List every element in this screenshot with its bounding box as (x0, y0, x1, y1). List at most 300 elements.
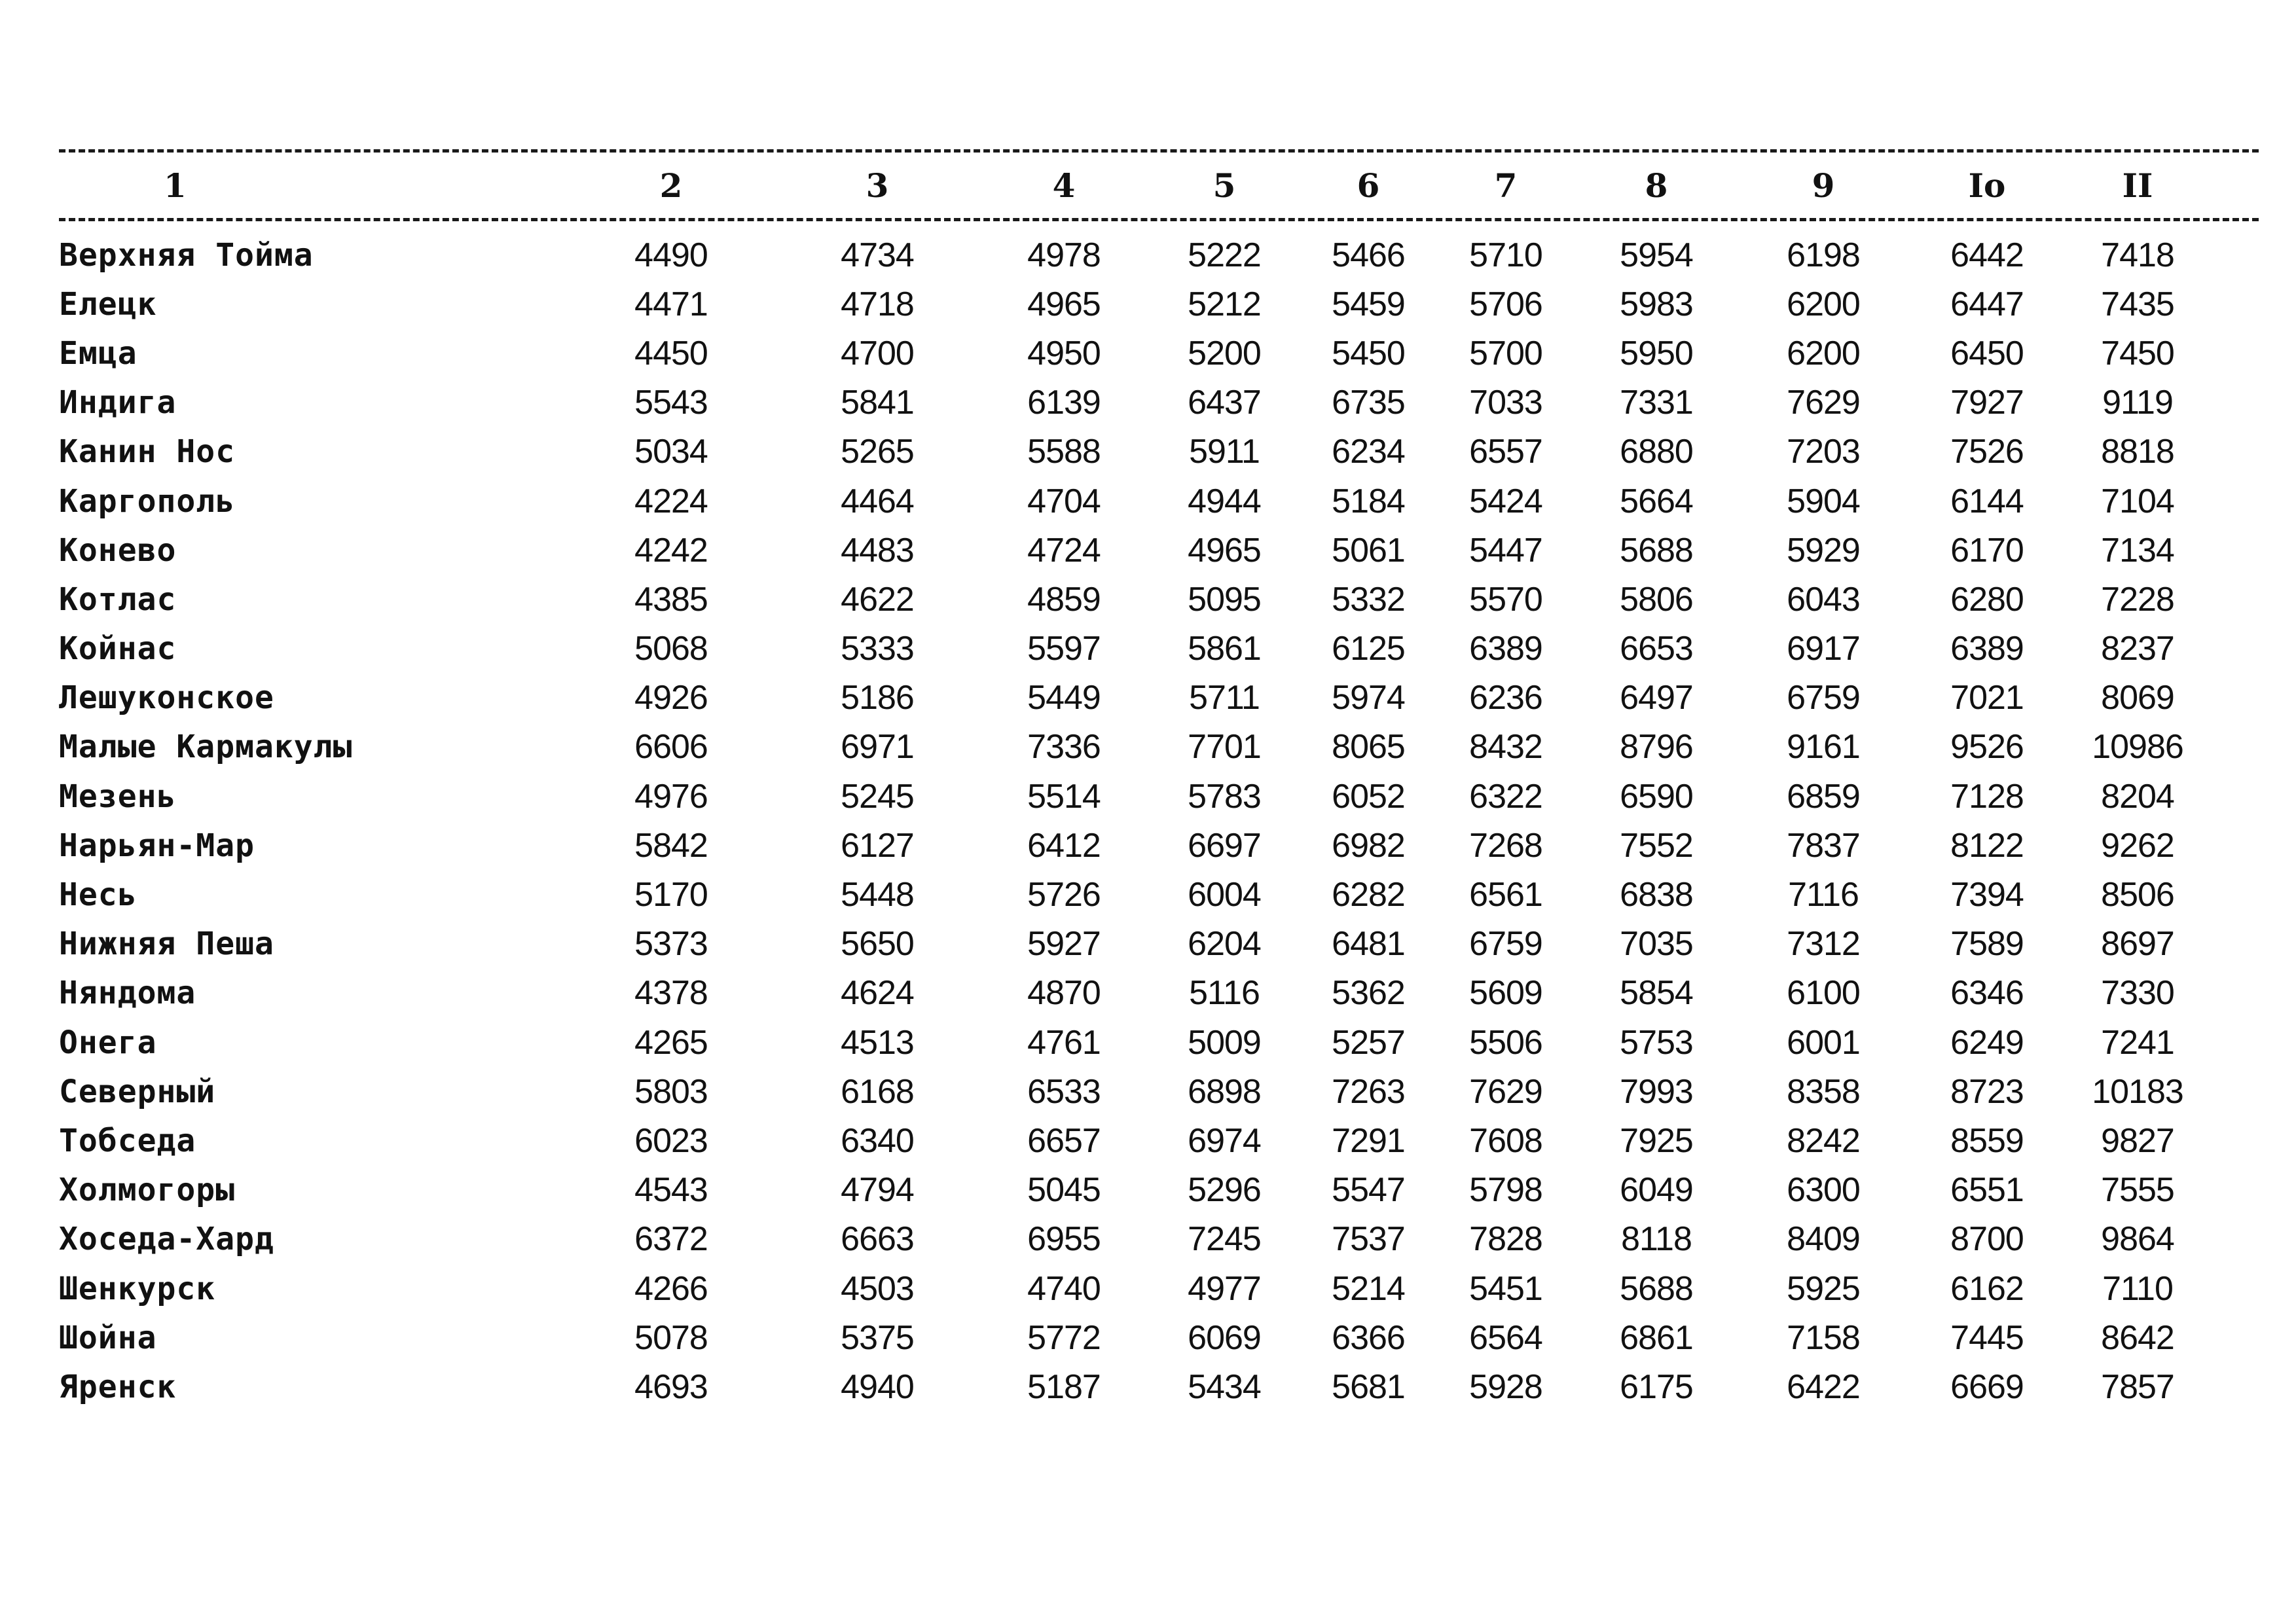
table-cell: 9864 (2101, 1220, 2174, 1259)
table-cell: 6100 (1787, 974, 1860, 1013)
table-cell: 7555 (2101, 1171, 2174, 1210)
table-row (59, 1166, 2259, 1215)
table-cell: 5706 (1469, 285, 1542, 323)
table-cell: 6023 (634, 1121, 708, 1160)
table-cell: 4513 (841, 1023, 914, 1062)
table-row (59, 1215, 2259, 1264)
column-header: Io (1968, 166, 2006, 205)
table-cell: 7394 (1950, 876, 2024, 914)
column-header: 4 (1052, 166, 1076, 205)
table-cell: 6447 (1950, 285, 2024, 323)
table-row (59, 821, 2259, 870)
table-row (59, 624, 2259, 674)
table-cell: 5434 (1188, 1367, 1261, 1406)
table-cell: 6043 (1787, 580, 1860, 619)
station-name: Конево (59, 532, 177, 569)
table-cell: 7336 (1027, 728, 1101, 767)
table-cell: 7331 (1620, 384, 1693, 422)
table-cell: 6170 (1950, 531, 2024, 569)
table-cell: 6955 (1027, 1220, 1101, 1259)
table-cell: 4700 (841, 334, 914, 372)
table-cell: 9161 (1787, 728, 1860, 767)
table-cell: 6653 (1620, 630, 1693, 668)
table-cell: 7925 (1620, 1121, 1693, 1160)
table-cell: 4926 (634, 679, 708, 717)
table-cell: 4704 (1027, 482, 1101, 520)
table-cell: 4944 (1188, 482, 1261, 520)
table-cell: 5609 (1469, 974, 1542, 1013)
table-cell: 6001 (1787, 1023, 1860, 1062)
table-cell: 5928 (1469, 1367, 1542, 1406)
table-body (59, 221, 2259, 1412)
table-row (59, 1264, 2259, 1313)
table-cell: 6880 (1620, 433, 1693, 471)
table-row (59, 1067, 2259, 1116)
table-cell: 5950 (1620, 334, 1693, 372)
table-cell: 7245 (1188, 1220, 1261, 1259)
table-row (59, 477, 2259, 526)
table-cell: 4724 (1027, 531, 1101, 569)
table-cell: 6372 (634, 1220, 708, 1259)
table-cell: 6049 (1620, 1171, 1693, 1210)
table-cell: 6697 (1188, 826, 1261, 865)
station-name: Тобседа (59, 1122, 196, 1159)
table-row (59, 674, 2259, 723)
table-cell: 6859 (1787, 777, 1860, 816)
table-cell: 6052 (1332, 777, 1405, 816)
table-cell: 7268 (1469, 826, 1542, 865)
table-cell: 7629 (1469, 1072, 1542, 1111)
column-header: 9 (1812, 166, 1835, 205)
table-cell: 5506 (1469, 1023, 1542, 1062)
table-cell: 6200 (1787, 285, 1860, 323)
table-cell: 6450 (1950, 334, 2024, 372)
table-cell: 6759 (1469, 925, 1542, 964)
table-cell: 6069 (1188, 1318, 1261, 1357)
table-cell: 6168 (841, 1072, 914, 1111)
table-cell: 6669 (1950, 1367, 2024, 1406)
table-cell: 6346 (1950, 974, 2024, 1013)
table-cell: 5806 (1620, 580, 1693, 619)
table-cell: 6759 (1787, 679, 1860, 717)
table-cell: 6236 (1469, 679, 1542, 717)
table-cell: 4385 (634, 580, 708, 619)
table-cell: 5688 (1620, 531, 1693, 569)
table-row (59, 1313, 2259, 1362)
table-cell: 6437 (1188, 384, 1261, 422)
table-cell: 4471 (634, 285, 708, 323)
station-name: Несь (59, 876, 137, 914)
table-cell: 5911 (1189, 433, 1260, 471)
table-cell: 7537 (1332, 1220, 1405, 1259)
table-cell: 6606 (634, 728, 708, 767)
table-cell: 6204 (1188, 925, 1261, 964)
table-cell: 9262 (2101, 826, 2174, 865)
table-row (59, 526, 2259, 575)
table-cell: 7035 (1620, 925, 1693, 964)
table-cell: 8358 (1787, 1072, 1860, 1111)
table-cell: 5362 (1332, 974, 1405, 1013)
table-cell: 7291 (1332, 1121, 1405, 1160)
table-cell: 5061 (1332, 531, 1405, 569)
column-header: 7 (1494, 166, 1518, 205)
station-name: Яренск (59, 1368, 177, 1405)
table-cell: 5186 (841, 679, 914, 717)
table-cell: 4543 (634, 1171, 708, 1210)
table-cell: 5711 (1189, 679, 1260, 717)
table-cell: 6561 (1469, 876, 1542, 914)
table-cell: 5954 (1620, 236, 1693, 274)
table-cell: 5170 (634, 876, 708, 914)
table-cell: 6282 (1332, 876, 1405, 914)
table-cell: 7629 (1787, 384, 1860, 422)
station-name: Котлас (59, 581, 177, 618)
table-cell: 4978 (1027, 236, 1101, 274)
table-cell: 6657 (1027, 1121, 1101, 1160)
table-cell: 5904 (1787, 482, 1860, 520)
table-cell: 7701 (1188, 728, 1261, 767)
table-cell: 10183 (2092, 1072, 2183, 1111)
table-cell: 6497 (1620, 679, 1693, 717)
table-cell: 6898 (1188, 1072, 1261, 1111)
table-cell: 6422 (1787, 1367, 1860, 1406)
table-cell: 6200 (1787, 334, 1860, 372)
table-cell: 6917 (1787, 630, 1860, 668)
table-cell: 7128 (1950, 777, 2024, 816)
column-header: 5 (1212, 166, 1236, 205)
table-cell: 8069 (2101, 679, 2174, 717)
table-cell: 4740 (1027, 1269, 1101, 1308)
table-cell: 8796 (1620, 728, 1693, 767)
table-cell: 8242 (1787, 1121, 1860, 1160)
table-cell: 5753 (1620, 1023, 1693, 1062)
table-cell: 6663 (841, 1220, 914, 1259)
table-cell: 5450 (1332, 334, 1405, 372)
table-cell: 6249 (1950, 1023, 2024, 1062)
table-cell: 5451 (1469, 1269, 1542, 1308)
table-cell: 5861 (1188, 630, 1261, 668)
table-cell: 5265 (841, 433, 914, 471)
table-row (59, 920, 2259, 969)
table-cell: 5650 (841, 925, 914, 964)
table-cell: 5929 (1787, 531, 1860, 569)
table-cell: 7033 (1469, 384, 1542, 422)
table-cell: 4940 (841, 1367, 914, 1406)
table-cell: 7116 (1788, 876, 1859, 914)
table-cell: 5974 (1332, 679, 1405, 717)
table-cell: 4224 (634, 482, 708, 520)
table-cell: 5245 (841, 777, 914, 816)
table-cell: 8700 (1950, 1220, 2024, 1259)
table-cell: 4490 (634, 236, 708, 274)
table-cell: 5078 (634, 1318, 708, 1357)
table-cell: 7021 (1950, 679, 2024, 717)
column-header: 6 (1357, 166, 1380, 205)
table-cell: 5009 (1188, 1023, 1261, 1062)
table-cell: 6162 (1950, 1269, 2024, 1308)
table-cell: 5296 (1188, 1171, 1261, 1210)
column-header: 8 (1645, 166, 1668, 205)
table-cell: 6127 (841, 826, 914, 865)
table-cell: 4265 (634, 1023, 708, 1062)
table-cell: 6389 (1469, 630, 1542, 668)
table-cell: 5983 (1620, 285, 1693, 323)
table-cell: 7450 (2101, 334, 2174, 372)
table-cell: 4266 (634, 1269, 708, 1308)
table-cell: 6366 (1332, 1318, 1405, 1357)
table-cell: 8559 (1950, 1121, 2024, 1160)
station-name: Каргополь (59, 482, 236, 520)
table-cell: 5045 (1027, 1171, 1101, 1210)
table-cell: 4242 (634, 531, 708, 569)
table-cell: 4965 (1188, 531, 1261, 569)
table-row (59, 870, 2259, 919)
table-cell: 7418 (2101, 236, 2174, 274)
station-name: Хоседа-Хард (59, 1221, 274, 1258)
table-cell: 6340 (841, 1121, 914, 1160)
table-cell: 7526 (1950, 433, 2024, 471)
table-cell: 8506 (2101, 876, 2174, 914)
table-cell: 5068 (634, 630, 708, 668)
table-cell: 4950 (1027, 334, 1101, 372)
table-cell: 7241 (2101, 1023, 2174, 1062)
table-cell: 4976 (634, 777, 708, 816)
table-cell: 5783 (1188, 777, 1261, 816)
table-cell: 5803 (634, 1072, 708, 1111)
table-cell: 9119 (2102, 384, 2173, 422)
table-cell: 5688 (1620, 1269, 1693, 1308)
table-row (59, 969, 2259, 1018)
station-name: Холмогоры (59, 1172, 236, 1209)
table-cell: 4859 (1027, 580, 1101, 619)
table-cell: 9827 (2101, 1121, 2174, 1160)
table-cell: 6004 (1188, 876, 1261, 914)
table-cell: 7203 (1787, 433, 1860, 471)
table-cell: 4794 (841, 1171, 914, 1210)
table-cell: 9526 (1950, 728, 2024, 767)
table-cell: 6551 (1950, 1171, 2024, 1210)
table-cell: 6175 (1620, 1367, 1693, 1406)
table-cell: 5925 (1787, 1269, 1860, 1308)
table-cell: 5700 (1469, 334, 1542, 372)
station-name: Койнас (59, 630, 177, 668)
table-cell: 5854 (1620, 974, 1693, 1013)
table-cell: 10986 (2092, 728, 2183, 767)
station-name: Индига (59, 384, 177, 422)
table-cell: 4378 (634, 974, 708, 1013)
table-cell: 7608 (1469, 1121, 1542, 1160)
station-name: Шенкурск (59, 1270, 216, 1307)
table-cell: 6234 (1332, 433, 1405, 471)
table-cell: 6982 (1332, 826, 1405, 865)
table-cell: 4450 (634, 334, 708, 372)
table-cell: 5841 (841, 384, 914, 422)
table-cell: 4622 (841, 580, 914, 619)
table-cell: 5034 (634, 433, 708, 471)
station-name: Шойна (59, 1319, 157, 1356)
table-cell: 8237 (2101, 630, 2174, 668)
table-cell: 4870 (1027, 974, 1101, 1013)
header-row (59, 153, 2259, 218)
table-cell: 8642 (2101, 1318, 2174, 1357)
table-cell: 8409 (1787, 1220, 1860, 1259)
table-row (59, 280, 2259, 329)
table-cell: 5447 (1469, 531, 1542, 569)
table-cell: 4624 (841, 974, 914, 1013)
table-cell: 5212 (1188, 285, 1261, 323)
table-cell: 5772 (1027, 1318, 1101, 1357)
column-header: 2 (659, 166, 683, 205)
table-cell: 5333 (841, 630, 914, 668)
table-cell: 6412 (1027, 826, 1101, 865)
table-cell: 6280 (1950, 580, 2024, 619)
table-cell: 8723 (1950, 1072, 2024, 1111)
table-row (59, 329, 2259, 378)
table-cell: 8697 (2101, 925, 2174, 964)
table-cell: 5424 (1469, 482, 1542, 520)
table-cell: 4693 (634, 1367, 708, 1406)
table-cell: 5095 (1188, 580, 1261, 619)
table-cell: 5375 (841, 1318, 914, 1357)
table-cell: 5222 (1188, 236, 1261, 274)
table-cell: 7110 (2102, 1269, 2173, 1308)
table-cell: 7857 (2101, 1367, 2174, 1406)
table-cell: 6198 (1787, 236, 1860, 274)
table-cell: 6389 (1950, 630, 2024, 668)
station-name: Емца (59, 334, 137, 372)
table-cell: 6144 (1950, 482, 2024, 520)
table-cell: 6971 (841, 728, 914, 767)
table-cell: 6533 (1027, 1072, 1101, 1111)
table-cell: 7435 (2101, 285, 2174, 323)
table-cell: 6861 (1620, 1318, 1693, 1357)
table-cell: 8432 (1469, 728, 1542, 767)
table-cell: 6735 (1332, 384, 1405, 422)
table-cell: 4761 (1027, 1023, 1101, 1062)
column-header: 1 (164, 166, 187, 205)
station-name: Нарьян-Мар (59, 827, 255, 864)
table-cell: 7330 (2101, 974, 2174, 1013)
station-name: Малые Кармакулы (59, 729, 353, 766)
table-cell: 6481 (1332, 925, 1405, 964)
table-cell: 5588 (1027, 433, 1101, 471)
table-cell: 6974 (1188, 1121, 1261, 1160)
table-row (59, 1362, 2259, 1411)
table-cell: 6564 (1469, 1318, 1542, 1357)
station-name: Северный (59, 1073, 216, 1110)
table-cell: 6125 (1332, 630, 1405, 668)
table-cell: 6838 (1620, 876, 1693, 914)
table-cell: 7158 (1787, 1318, 1860, 1357)
table-cell: 5373 (634, 925, 708, 964)
table-cell: 4483 (841, 531, 914, 569)
table-cell: 7552 (1620, 826, 1693, 865)
table-row (59, 575, 2259, 624)
table-row (59, 1116, 2259, 1165)
station-name: Нижняя Пеша (59, 926, 274, 963)
table-cell: 7134 (2101, 531, 2174, 569)
table-cell: 8204 (2101, 777, 2174, 816)
table-cell: 5664 (1620, 482, 1693, 520)
table-cell: 5332 (1332, 580, 1405, 619)
table-cell: 5927 (1027, 925, 1101, 964)
column-header: II (2122, 166, 2153, 205)
table-cell: 5710 (1469, 236, 1542, 274)
table-cell: 7312 (1787, 925, 1860, 964)
table-cell: 5448 (841, 876, 914, 914)
table-cell: 5187 (1027, 1367, 1101, 1406)
table-cell: 4464 (841, 482, 914, 520)
table-cell: 5514 (1027, 777, 1101, 816)
table-cell: 8118 (1621, 1220, 1692, 1259)
table-cell: 4718 (841, 285, 914, 323)
table-cell: 5570 (1469, 580, 1542, 619)
table-cell: 5184 (1332, 482, 1405, 520)
table-cell: 7228 (2101, 580, 2174, 619)
table-cell: 5726 (1027, 876, 1101, 914)
table-cell: 8065 (1332, 728, 1405, 767)
table-cell: 6300 (1787, 1171, 1860, 1210)
table-cell: 5459 (1332, 285, 1405, 323)
table-cell: 5798 (1469, 1171, 1542, 1210)
table-cell: 6322 (1469, 777, 1542, 816)
station-name: Канин Нос (59, 433, 236, 471)
station-name: Верхняя Тойма (59, 236, 314, 274)
table-cell: 8122 (1950, 826, 2024, 865)
table-cell: 5547 (1332, 1171, 1405, 1210)
table-cell: 4965 (1027, 285, 1101, 323)
column-header: 3 (866, 166, 889, 205)
table-cell: 6139 (1027, 384, 1101, 422)
table-row (59, 1018, 2259, 1067)
table-cell: 4977 (1188, 1269, 1261, 1308)
table-cell: 7837 (1787, 826, 1860, 865)
table-cell: 5466 (1332, 236, 1405, 274)
station-name: Лешуконское (59, 679, 274, 717)
table-cell: 6557 (1469, 433, 1542, 471)
table-cell: 8818 (2101, 433, 2174, 471)
table-cell: 4503 (841, 1269, 914, 1308)
table-cell: 5200 (1188, 334, 1261, 372)
table-cell: 5597 (1027, 630, 1101, 668)
table-cell: 6590 (1620, 777, 1693, 816)
table-cell: 5257 (1332, 1023, 1405, 1062)
table-row (59, 378, 2259, 427)
table-cell: 5214 (1332, 1269, 1405, 1308)
table-cell: 5842 (634, 826, 708, 865)
table-row (59, 723, 2259, 772)
table-row (59, 772, 2259, 821)
table-cell: 4734 (841, 236, 914, 274)
table-cell: 6442 (1950, 236, 2024, 274)
table-cell: 5681 (1332, 1367, 1405, 1406)
table-row (59, 427, 2259, 477)
table-cell: 7589 (1950, 925, 2024, 964)
table-cell: 7927 (1950, 384, 2024, 422)
station-name: Елецк (59, 285, 157, 323)
station-name: Няндома (59, 975, 196, 1012)
table-cell: 5543 (634, 384, 708, 422)
station-name: Мезень (59, 778, 177, 815)
data-table (59, 149, 2259, 1412)
table-cell: 7828 (1469, 1220, 1542, 1259)
table-cell: 7993 (1620, 1072, 1693, 1111)
table-cell: 7445 (1950, 1318, 2024, 1357)
table-cell: 5116 (1189, 974, 1260, 1013)
station-name: Онега (59, 1024, 157, 1061)
table-row (59, 230, 2259, 280)
table-cell: 7104 (2101, 482, 2174, 520)
